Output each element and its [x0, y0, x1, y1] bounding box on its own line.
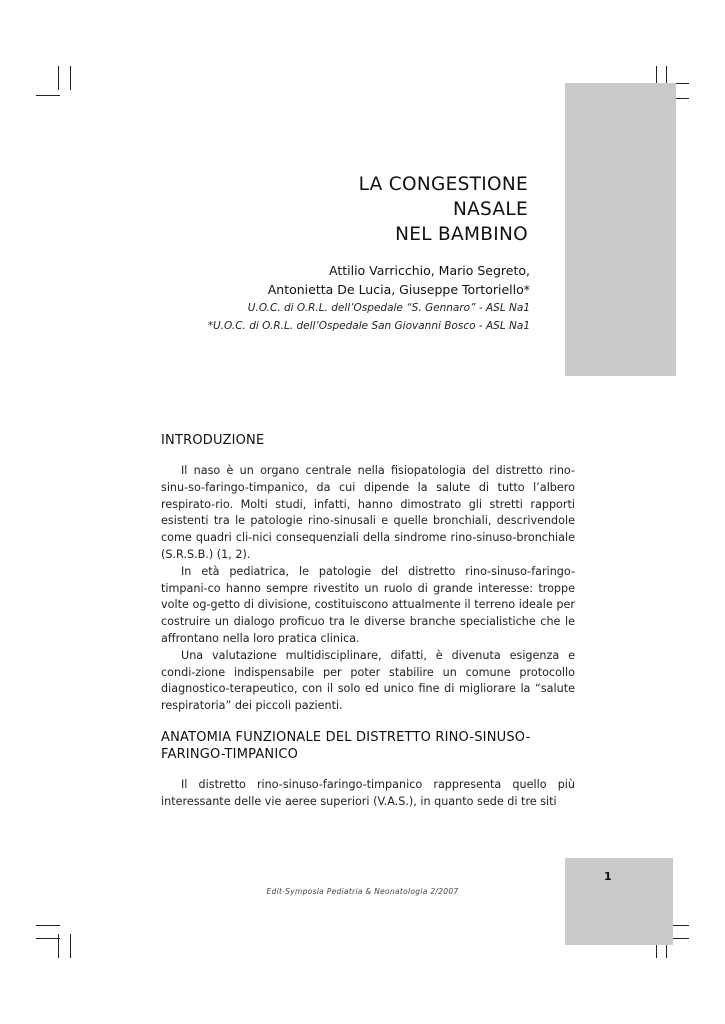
section-body-introduzione	[161, 463, 575, 715]
crop-mark	[70, 934, 71, 958]
author-names: Attilio Varricchio, Mario Segreto,	[329, 263, 530, 278]
author-names: Antonietta De Lucia, Giuseppe Tortoriello*	[267, 282, 530, 297]
crop-mark	[36, 95, 60, 96]
section-heading-anatomia: ANATOMIA FUNZIONALE DEL DISTRETTO RINO-SINUSO-FARINGO-TIMPANICO	[161, 730, 531, 762]
crop-mark	[36, 925, 60, 926]
paragraph: Il naso è un organo centrale nella fisiopatologia del distretto rino-sinu-so-faringo-timpanico, da cui dipende la salute di tutto l’albero respirato-rio. Molti studi, infatti, hanno dimostrato gli stretti rapporti esistenti tra le patologie rino-sinusali e quelle bronchiali, descrivendole come quadri cli-nici consequenziali della sindrome rino-sinuso-bronchiale (S.R.S.B.) (1, 2).	[161, 464, 575, 561]
section-heading-introduzione: INTRODUZIONE	[161, 433, 265, 448]
paragraph: Una valutazione multidisciplinare, difatti, è divenuta esigenza e condi-zione indispensabile per poter stabilire un comune protocollo diagnostico-terapeutico, con il solo ed unico fine di migliorare la “salute respiratoria” dei piccoli pazienti.	[161, 648, 575, 713]
affiliation: U.O.C. di O.R.L. dell’Ospedale “S. Gennaro” - ASL Na1	[247, 302, 530, 314]
crop-mark	[58, 934, 59, 958]
affiliation: *U.O.C. di O.R.L. dell’Ospedale San Giovanni Bosco - ASL Na1	[207, 320, 530, 332]
crop-mark	[666, 66, 667, 84]
side-tab-bottom	[565, 858, 673, 945]
title-line: LA CONGESTIONE	[358, 174, 528, 195]
paragraph: In età pediatrica, le patologie del distretto rino-sinuso-faringo-timpani-co hanno sempre rivestito un ruolo di grande interesse: troppe volte og-getto di divisione, costituiscono attualmente il terreno ideale per costruire un dialogo proficuo tra le diverse branche specialistiche che le affrontano nella loro pratica clinica.	[161, 564, 575, 645]
crop-mark	[36, 938, 60, 939]
page-number: 1	[604, 870, 612, 883]
side-tab-top	[565, 83, 676, 376]
crop-mark	[70, 66, 71, 90]
journal-footer: Edit-Symposia Pediatria & Neonatologia 2/2007	[266, 887, 459, 896]
paragraph: Il distretto rino-sinuso-faringo-timpanico rappresenta quello più interessante delle vie aeree superiori (V.A.S.), in quanto sede di tre siti	[161, 778, 575, 808]
section-body-anatomia	[161, 777, 575, 811]
crop-mark	[58, 66, 59, 90]
author-block	[208, 261, 530, 335]
title-line: NASALE	[452, 199, 528, 220]
article-title	[359, 172, 528, 247]
title-line: NEL BAMBINO	[395, 224, 528, 245]
